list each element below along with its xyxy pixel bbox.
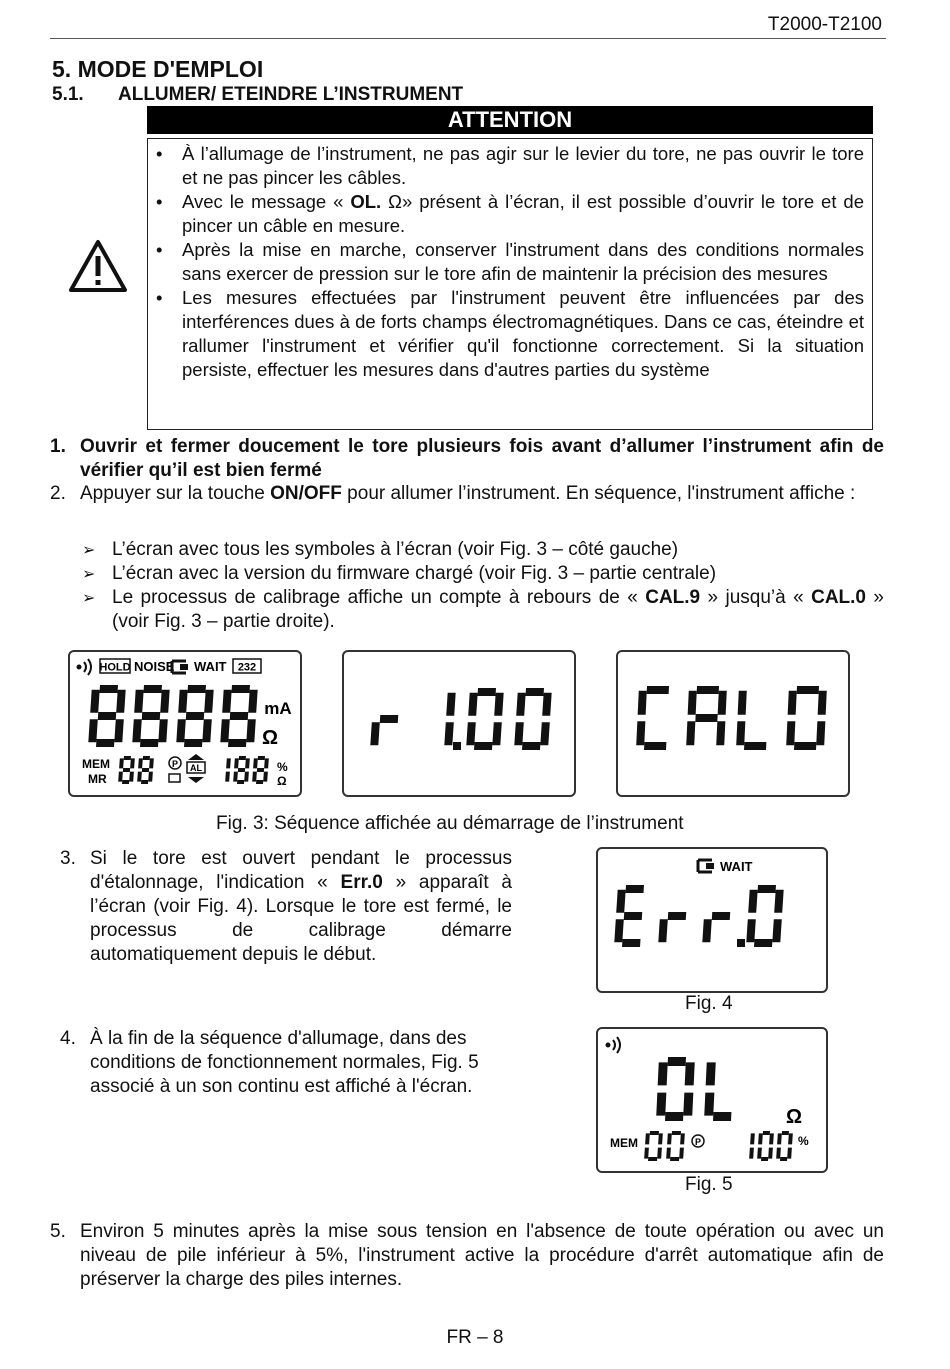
lcd-segment [768,1148,773,1159]
lcd-segment [225,772,230,782]
lcd-segment [780,1157,787,1161]
lcd-segment [492,722,501,745]
lcd-segment [818,691,827,715]
p-symbol: P [171,759,179,769]
lcd-segment [132,719,141,742]
noise-label: NOISE [134,659,175,674]
lcd-segment [757,885,776,893]
lcd-segment [468,693,477,716]
lcd-segment [665,1112,683,1121]
lcd-segment [129,772,134,782]
small-digits-188 [225,756,269,784]
lcd-segment [758,1133,763,1144]
lcd-segment [158,719,167,742]
lcd-segment [658,919,667,942]
lcd-segment [712,912,731,920]
lcd-segment [90,690,99,713]
lcd-segment [130,758,135,768]
fig3-caption: Fig. 3: Séquence affichée au démarrage de l’instrument [216,813,684,834]
lcd-segment [542,693,551,716]
warning-triangle-icon [67,238,129,300]
attention-item: • Avec le message « OL. Ω» présent à l’écran, il est possible d’ouvrir le tore et de pincer un câble en mesure. [150,190,864,238]
section-title: 5. MODE D'EMPLOI [52,56,264,82]
lcd-segment [257,768,264,772]
lcd-segment [683,1093,693,1116]
lcd-segment [88,719,97,742]
percent-label: % [277,760,288,774]
step-3: 3. Si le tore est ouvert pendant le processus d'étalonnage, l'indication « Err.0 » apparaît à l’écran (voir Fig. 4). Lorsque le tore est fermé, le processus de calibrage démarre automatiquement depuis le début. [60,848,512,965]
error-digits [614,885,783,947]
lcd-segment [202,719,211,742]
lcd-segment [238,768,245,772]
svg-text:AL: AL [190,763,202,773]
lcd-segment [264,758,269,768]
lcd-segment [774,890,783,913]
lcd-segment [718,691,727,715]
lcd-segment [668,912,687,920]
lcd-segment [702,919,711,942]
lcd-segment [253,758,258,768]
lcd-segment [650,1131,659,1135]
lcd-segment [138,758,143,768]
unit-ohm: Ω [261,727,279,749]
lcd-segment [204,690,213,713]
lcd-segment [816,721,825,745]
lcd-segment [124,756,131,760]
small-ohm-label: Ω [277,774,287,788]
lcd-segment [248,690,257,713]
lcd-segment [525,688,544,696]
lcd-segment [148,772,153,782]
lcd-segment [636,721,645,745]
lcd-segment [263,772,268,782]
lcd-segment [788,691,797,715]
lcd-segment [777,1133,782,1144]
attention-list [150,142,864,382]
lcd-segment [494,693,503,716]
lcd-segment [137,772,142,782]
lcd-segment [220,719,229,742]
lcd-segment [614,919,623,942]
lcd-segment [749,1148,754,1159]
sequence-item: ➢ Le processus de calibrage affiche un compte à rebours de « CAL.9 » jusqu’à « CAL.0 » (voir Fig. 3 – partie droite). [82,586,884,634]
wait-label: WAIT [720,859,753,874]
lcd-segment [142,768,149,772]
fig4-caption: Fig. 4 [685,993,733,1014]
lcd-segment [644,742,666,750]
lcd-segment [244,772,249,782]
decimal-point [453,742,461,750]
lcd-segment [160,690,169,713]
unit-ohm: Ω [785,1106,803,1128]
lcd-segment [233,772,238,782]
lcd-segment [713,1112,731,1121]
startup-sequence-list [82,538,884,634]
lcd-segment [761,1157,768,1161]
lcd-segment [658,1133,663,1144]
lcd-segment [184,739,203,747]
lcd-segment [231,685,250,693]
lcd-firmware-version [342,650,576,797]
decimal-point [737,939,745,947]
step-5: 5. Environ 5 minutes après la mise sous tension en l'absence de toute opération ou avec un niveau de pile inférieur à 5%, l'instrument active la procédure d'arrêt automatique afin de préserver la charge des piles internes. [50,1221,884,1290]
step-2: 2. Appuyer sur la touche ON/OFF pour allumer l’instrument. En séquence, l'instrument affiche : [50,483,856,504]
lcd-segment [716,721,725,745]
header-divider [50,38,886,39]
lcd-segment [794,742,816,750]
signal-icon [606,1037,621,1053]
small-digits-100 [749,1131,793,1161]
lcd-segment [797,686,819,694]
lcd-segment [697,686,719,694]
lcd-segment [776,1148,781,1159]
lcd-segment [616,890,625,913]
lcd-overload [596,1027,828,1173]
lcd-segment [680,1133,685,1144]
hold-label: HOLD [99,661,131,674]
lcd-segment [245,758,250,768]
lcd-segment [380,715,399,723]
lcd-segment [625,885,644,893]
lcd-segment [256,780,263,784]
lcd-segment [788,1133,793,1144]
lcd-segment [624,912,643,920]
lcd-segment [466,722,475,745]
lcd-segment [149,758,154,768]
lcd-segment [706,1062,716,1085]
lcd-segment [769,1133,774,1144]
firmware-digits [370,688,551,750]
lcd-segment [667,1133,672,1144]
lcd-segment [142,712,161,720]
step-4: 4. À la fin de la séquence d'allumage, dans des conditions de fonctionnement normales, Fig. 5 associé à un son continu est affiché à l'écran. [60,1028,479,1097]
lcd-segment [750,1133,755,1144]
lcd-segment [744,742,766,750]
mem-label: MEM [610,1136,638,1150]
lcd-segment [234,758,239,768]
sequence-item: ➢ L’écran avec la version du firmware chargé (voir Fig. 3 – partie centrale) [82,562,884,586]
lcd-segment [516,693,525,716]
lcd-segment [657,1148,662,1159]
lcd-segment [670,1157,679,1161]
al-icon [187,754,205,783]
lcd-segment [668,1057,686,1066]
signal-icon [77,659,92,675]
lcd-segment [748,890,757,913]
lcd-segment [116,690,125,713]
lcd-segment [114,719,123,742]
lcd-segment [143,685,162,693]
unit-ma: mA [264,699,292,718]
lcd-segment [786,721,795,745]
wait-label: WAIT [194,659,227,674]
lcd-segment [672,1131,681,1135]
lcd-segment [239,756,246,760]
page-footer: FR – 8 [446,1327,504,1348]
fig5-caption: Fig. 5 [685,1174,733,1195]
small-digits-00 [644,1131,685,1161]
lcd-segment [522,742,541,750]
lcd-segment [118,772,123,782]
lcd-segment [685,1062,695,1085]
lcd-segment [679,1148,684,1159]
lcd-segment [252,772,257,782]
subsection-title [52,84,463,106]
subsection-number: 5.1. [52,84,84,105]
lcd-segment [648,1157,657,1161]
mr-label: MR [88,772,107,786]
lcd-segment [122,780,129,784]
lcd-segment [746,919,755,942]
lcd-segment [123,768,130,772]
lcd-segment [176,719,185,742]
lcd-segment [178,690,187,713]
lcd-segment [736,721,745,745]
lcd-segment [644,1148,649,1159]
lcd-segment [446,693,455,716]
lcd-segment [704,1093,714,1116]
lcd-segment [763,1131,770,1135]
lcd-segment [647,686,669,694]
lcd-segment [140,739,159,747]
attention-banner: ATTENTION [147,106,873,134]
step-1: 1. Ouvrir et fermer doucement le tore plusieurs fois avant d’allumer l’instrument afin de vérifier qu’il est bien fermé [50,436,884,481]
lcd-segment [787,1148,792,1159]
battery-icon [169,774,180,782]
lcd-segment [658,1062,668,1085]
lcd-segment [666,1148,671,1159]
document-model-header: T2000-T2100 [767,14,882,35]
lcd-segment [477,688,496,696]
attention-item: • À l’allumage de l’instrument, ne pas agir sur le levier du tore, ne pas ouvrir le tore et ne pas pincer les câbles. [150,142,864,190]
lcd-segment [99,685,118,693]
lcd-segment [370,722,379,745]
main-digits-8888 [88,685,257,747]
lcd-segment [228,739,247,747]
lcd-segment [237,780,244,784]
lcd-segment [98,712,117,720]
rs232-label: 232 [237,661,257,674]
attention-item: • Après la mise en marche, conserver l'instrument dans des conditions normales sans exercer de pression sur le tore afin de maintenir la précision des mesures [150,238,864,286]
lcd-segment [96,739,115,747]
lcd-segment [738,691,747,715]
ol-digits [656,1057,731,1121]
lcd-segment [187,685,206,693]
lcd-segment [134,690,143,713]
lcd-segment [230,712,249,720]
lcd-segment [688,691,697,715]
lcd-segment [695,714,717,722]
percent-label: % [798,1134,809,1148]
lcd-segment [638,691,647,715]
p-symbol: P [694,1137,702,1147]
lcd-segment [141,780,148,784]
lcd-segment [222,690,231,713]
lcd-segment [119,758,124,768]
lcd-segment [656,1093,666,1116]
lcd-all-symbols [68,650,302,797]
lcd-segment [474,742,493,750]
small-digits-88 [118,756,154,784]
lcd-segment [772,919,781,942]
lcd-segment [143,756,150,760]
sequence-item: ➢ L’écran avec tous les symboles à l’écran (voir Fig. 3 – côté gauche) [82,538,884,562]
lcd-segment [622,939,641,947]
lcd-segment [258,756,265,760]
lcd-segment [645,1133,650,1144]
lcd-segment [246,719,255,742]
attention-item: • Les mesures effectuées par l'instrument peuvent être influencées par des interférences dues à de forts champs électromagnétiques. Dans ce cas, éteindre et rallumer l'instrument et vérifier qu'il fonctionne correctement. Si la situation persiste, effectuer les mesures dans d'autres parties du système [150,286,864,382]
lcd-segment [444,722,453,745]
clamp-icon [698,860,714,872]
mem-label: MEM [82,757,110,771]
lcd-segment [540,722,549,745]
lcd-segment [754,939,773,947]
lcd-segment [686,721,695,745]
lcd-segment [514,722,523,745]
lcd-calibration [616,650,850,797]
subsection-label: ALLUMER/ ETEINDRE L’INSTRUMENT [118,84,464,105]
lcd-segment [782,1131,789,1135]
lcd-segment [186,712,205,720]
lcd-segment [226,758,231,768]
lcd-error [596,847,828,993]
lcd-segment [757,1148,762,1159]
calibration-digits [636,686,827,750]
